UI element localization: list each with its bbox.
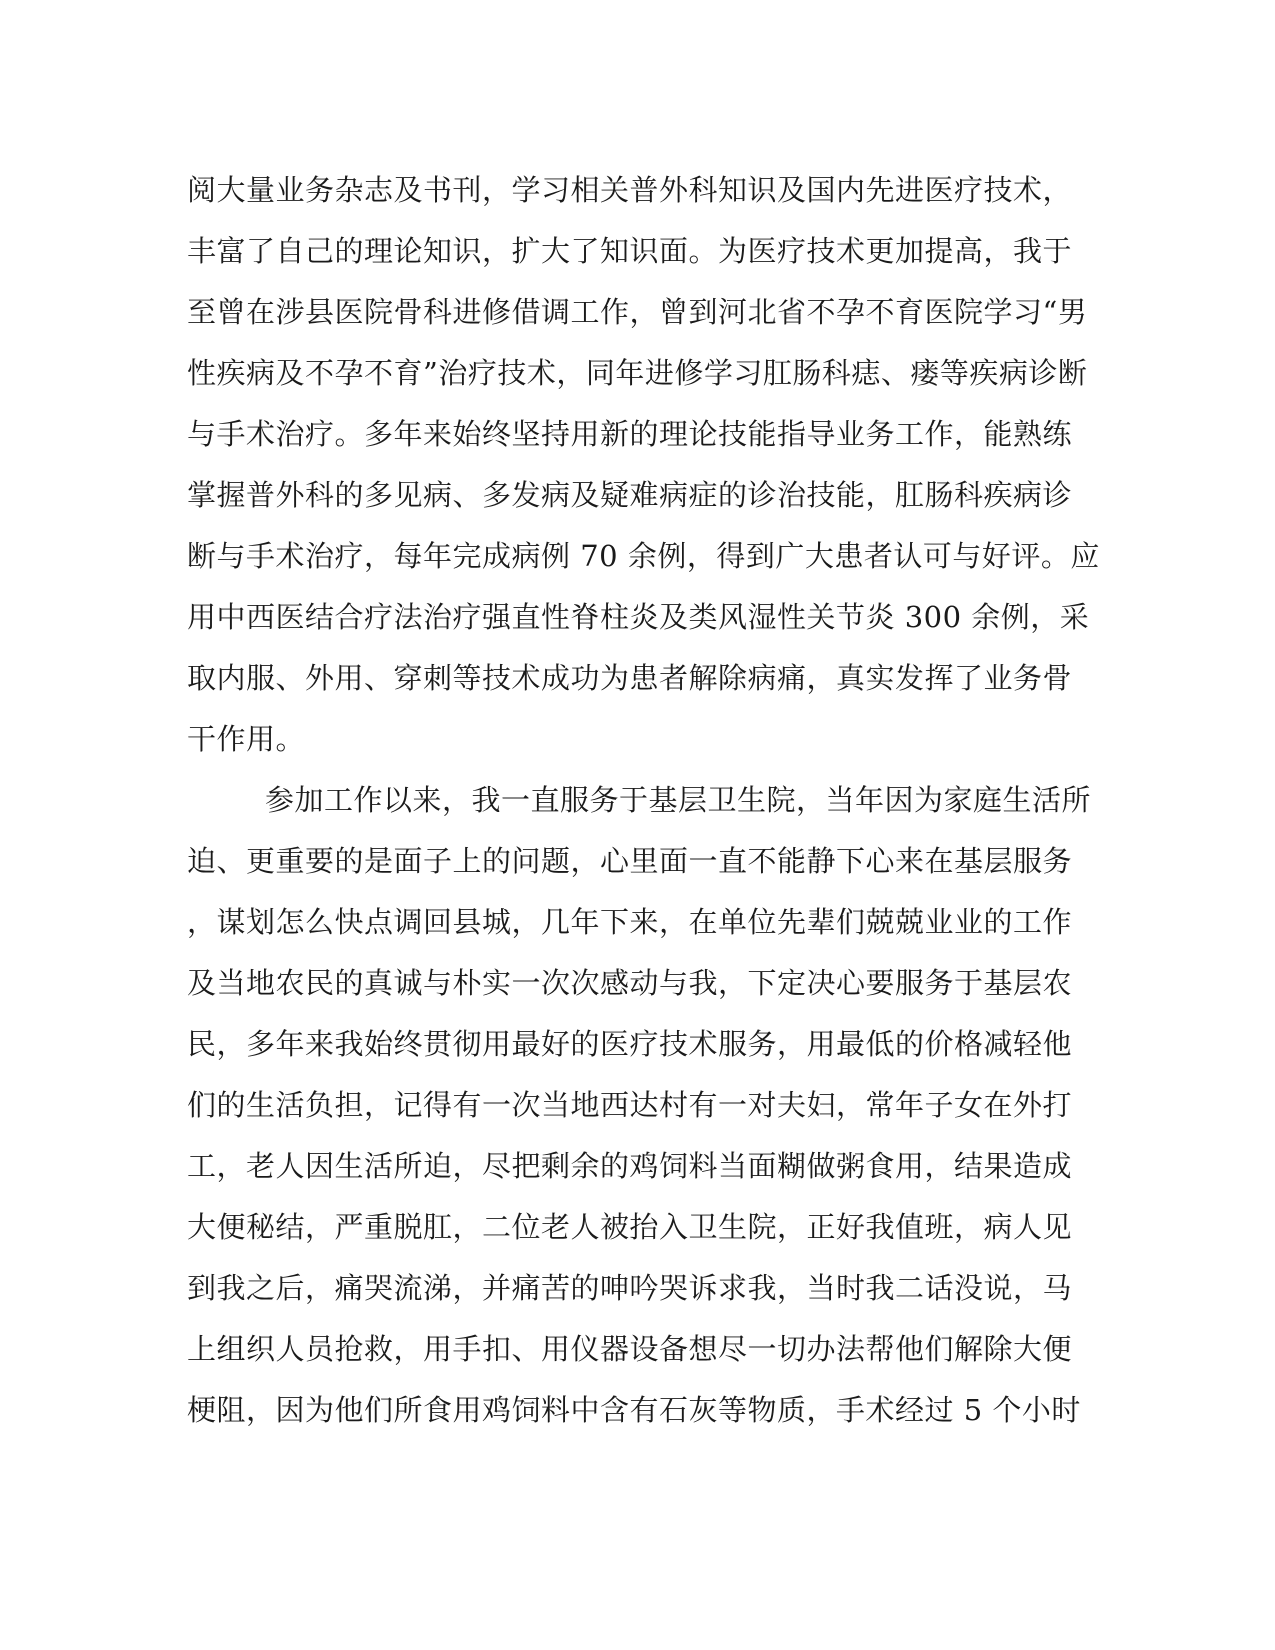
text-line: 用中西医结合疗法治疗强直性脊柱炎及类风湿性关节炎 300 余例，采 xyxy=(187,600,1090,634)
text-line: 到我之后，痛哭流涕，并痛苦的呻吟哭诉求我，当时我二话没说，马 xyxy=(187,1271,1073,1305)
text-line: ，谋划怎么快点调回县城，几年下来，在单位先辈们兢兢业业的工作 xyxy=(187,905,1073,939)
text-line: 丰富了自己的理论知识，扩大了知识面。为医疗技术更加提高，我于 xyxy=(187,234,1073,268)
text-line: 掌握普外科的多见病、多发病及疑难病症的诊治技能，肛肠科疾病诊 xyxy=(187,478,1073,512)
text-line: 工，老人因生活所迫，尽把剩余的鸡饲料当面糊做粥食用，结果造成 xyxy=(187,1149,1073,1183)
text-line: 上组织人员抢救，用手扣、用仪器设备想尽一切办法帮他们解除大便 xyxy=(187,1332,1073,1366)
text-line: 取内服、外用、穿刺等技术成功为患者解除病痛，真实发挥了业务骨 xyxy=(187,661,1073,695)
text-line: 大便秘结，严重脱肛，二位老人被抬入卫生院，正好我值班，病人见 xyxy=(187,1210,1073,1244)
body-text xyxy=(187,160,1100,1441)
text-line: 至曾在涉县医院骨科进修借调工作，曾到河北省不孕不育医院学习“男 xyxy=(187,295,1088,329)
text-line: 们的生活负担，记得有一次当地西达村有一对夫妇，常年子女在外打 xyxy=(187,1088,1073,1122)
text-line: 断与手术治疗，每年完成病例 70 余例，得到广大患者认可与好评。应 xyxy=(187,539,1100,573)
text-line: 民，多年来我始终贯彻用最好的医疗技术服务，用最低的价格减轻他 xyxy=(187,1027,1073,1061)
text-line: 迫、更重要的是面子上的问题，心里面一直不能静下心来在基层服务 xyxy=(187,844,1073,878)
text-line: 及当地农民的真诚与朴实一次次感动与我，下定决心要服务于基层农 xyxy=(187,966,1073,1000)
text-line: 梗阻，因为他们所食用鸡饲料中含有石灰等物质，手术经过 5 个小时 xyxy=(187,1393,1081,1427)
paragraph-start-line: 参加工作以来，我一直服务于基层卫生院，当年因为家庭生活所 xyxy=(265,783,1092,817)
text-line: 与手术治疗。多年来始终坚持用新的理论技能指导业务工作，能熟练 xyxy=(187,417,1073,451)
text-line: 干作用。 xyxy=(187,722,306,756)
text-line: 性疾病及不孕不育”治疗技术，同年进修学习肛肠科痣、瘘等疾病诊断 xyxy=(187,356,1088,390)
text-line: 阅大量业务杂志及书刊，学习相关普外科知识及国内先进医疗技术， xyxy=(187,173,1073,207)
